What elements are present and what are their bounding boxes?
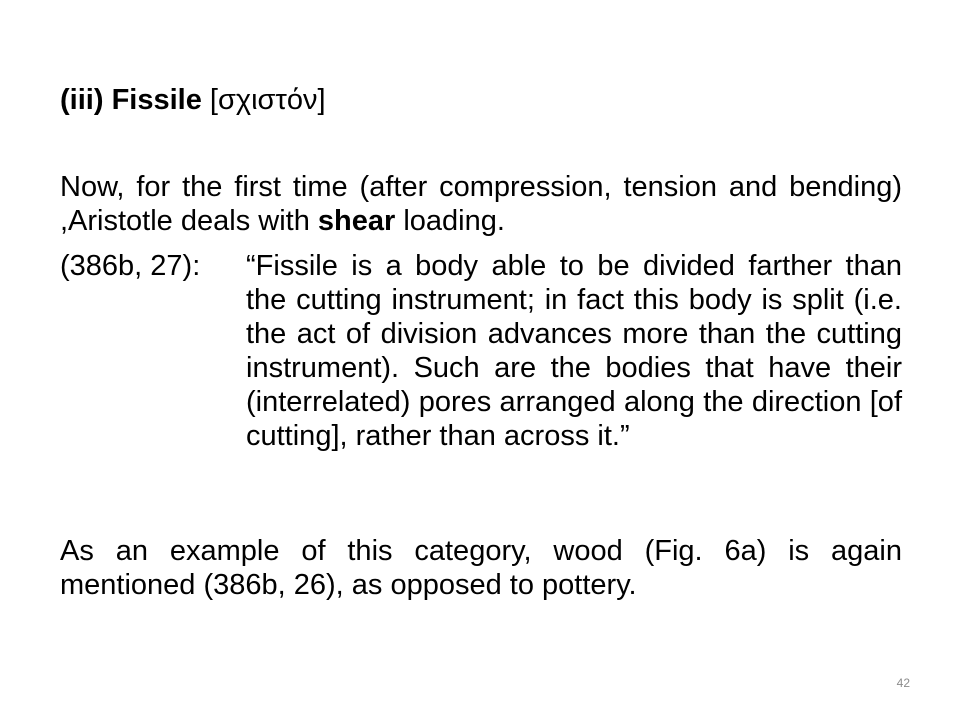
para1-bold-shear: shear [317,205,396,237]
page-number: 42 [896,676,910,690]
paragraph-shear-intro [60,170,902,238]
para1-text-after: loading. [395,205,505,237]
heading-number: (iii) [60,84,104,116]
para1-text-before: Now, for the first time (after compression, tension and bending) ,Aristotle deals with [60,171,902,237]
slide-heading [60,80,326,120]
paragraph-example: As an example of this category, wood (Fig. 6a) is again mentioned (386b, 26), as opposed to pottery. [60,535,902,601]
heading-term: Fissile [111,84,202,116]
heading-greek: [σχιστόν] [209,84,326,116]
quote-text: “Fissile is a body able to be divided farther than the cutting instrument; in fact this body is split (i.e. the act of division advances more than the cutting instrument). Such are the bodies that have their (interrelated) pores arranged along the direction [of cutting], rather than across it.” [246,250,902,452]
quote-reference: (386b, 27): [60,250,201,282]
